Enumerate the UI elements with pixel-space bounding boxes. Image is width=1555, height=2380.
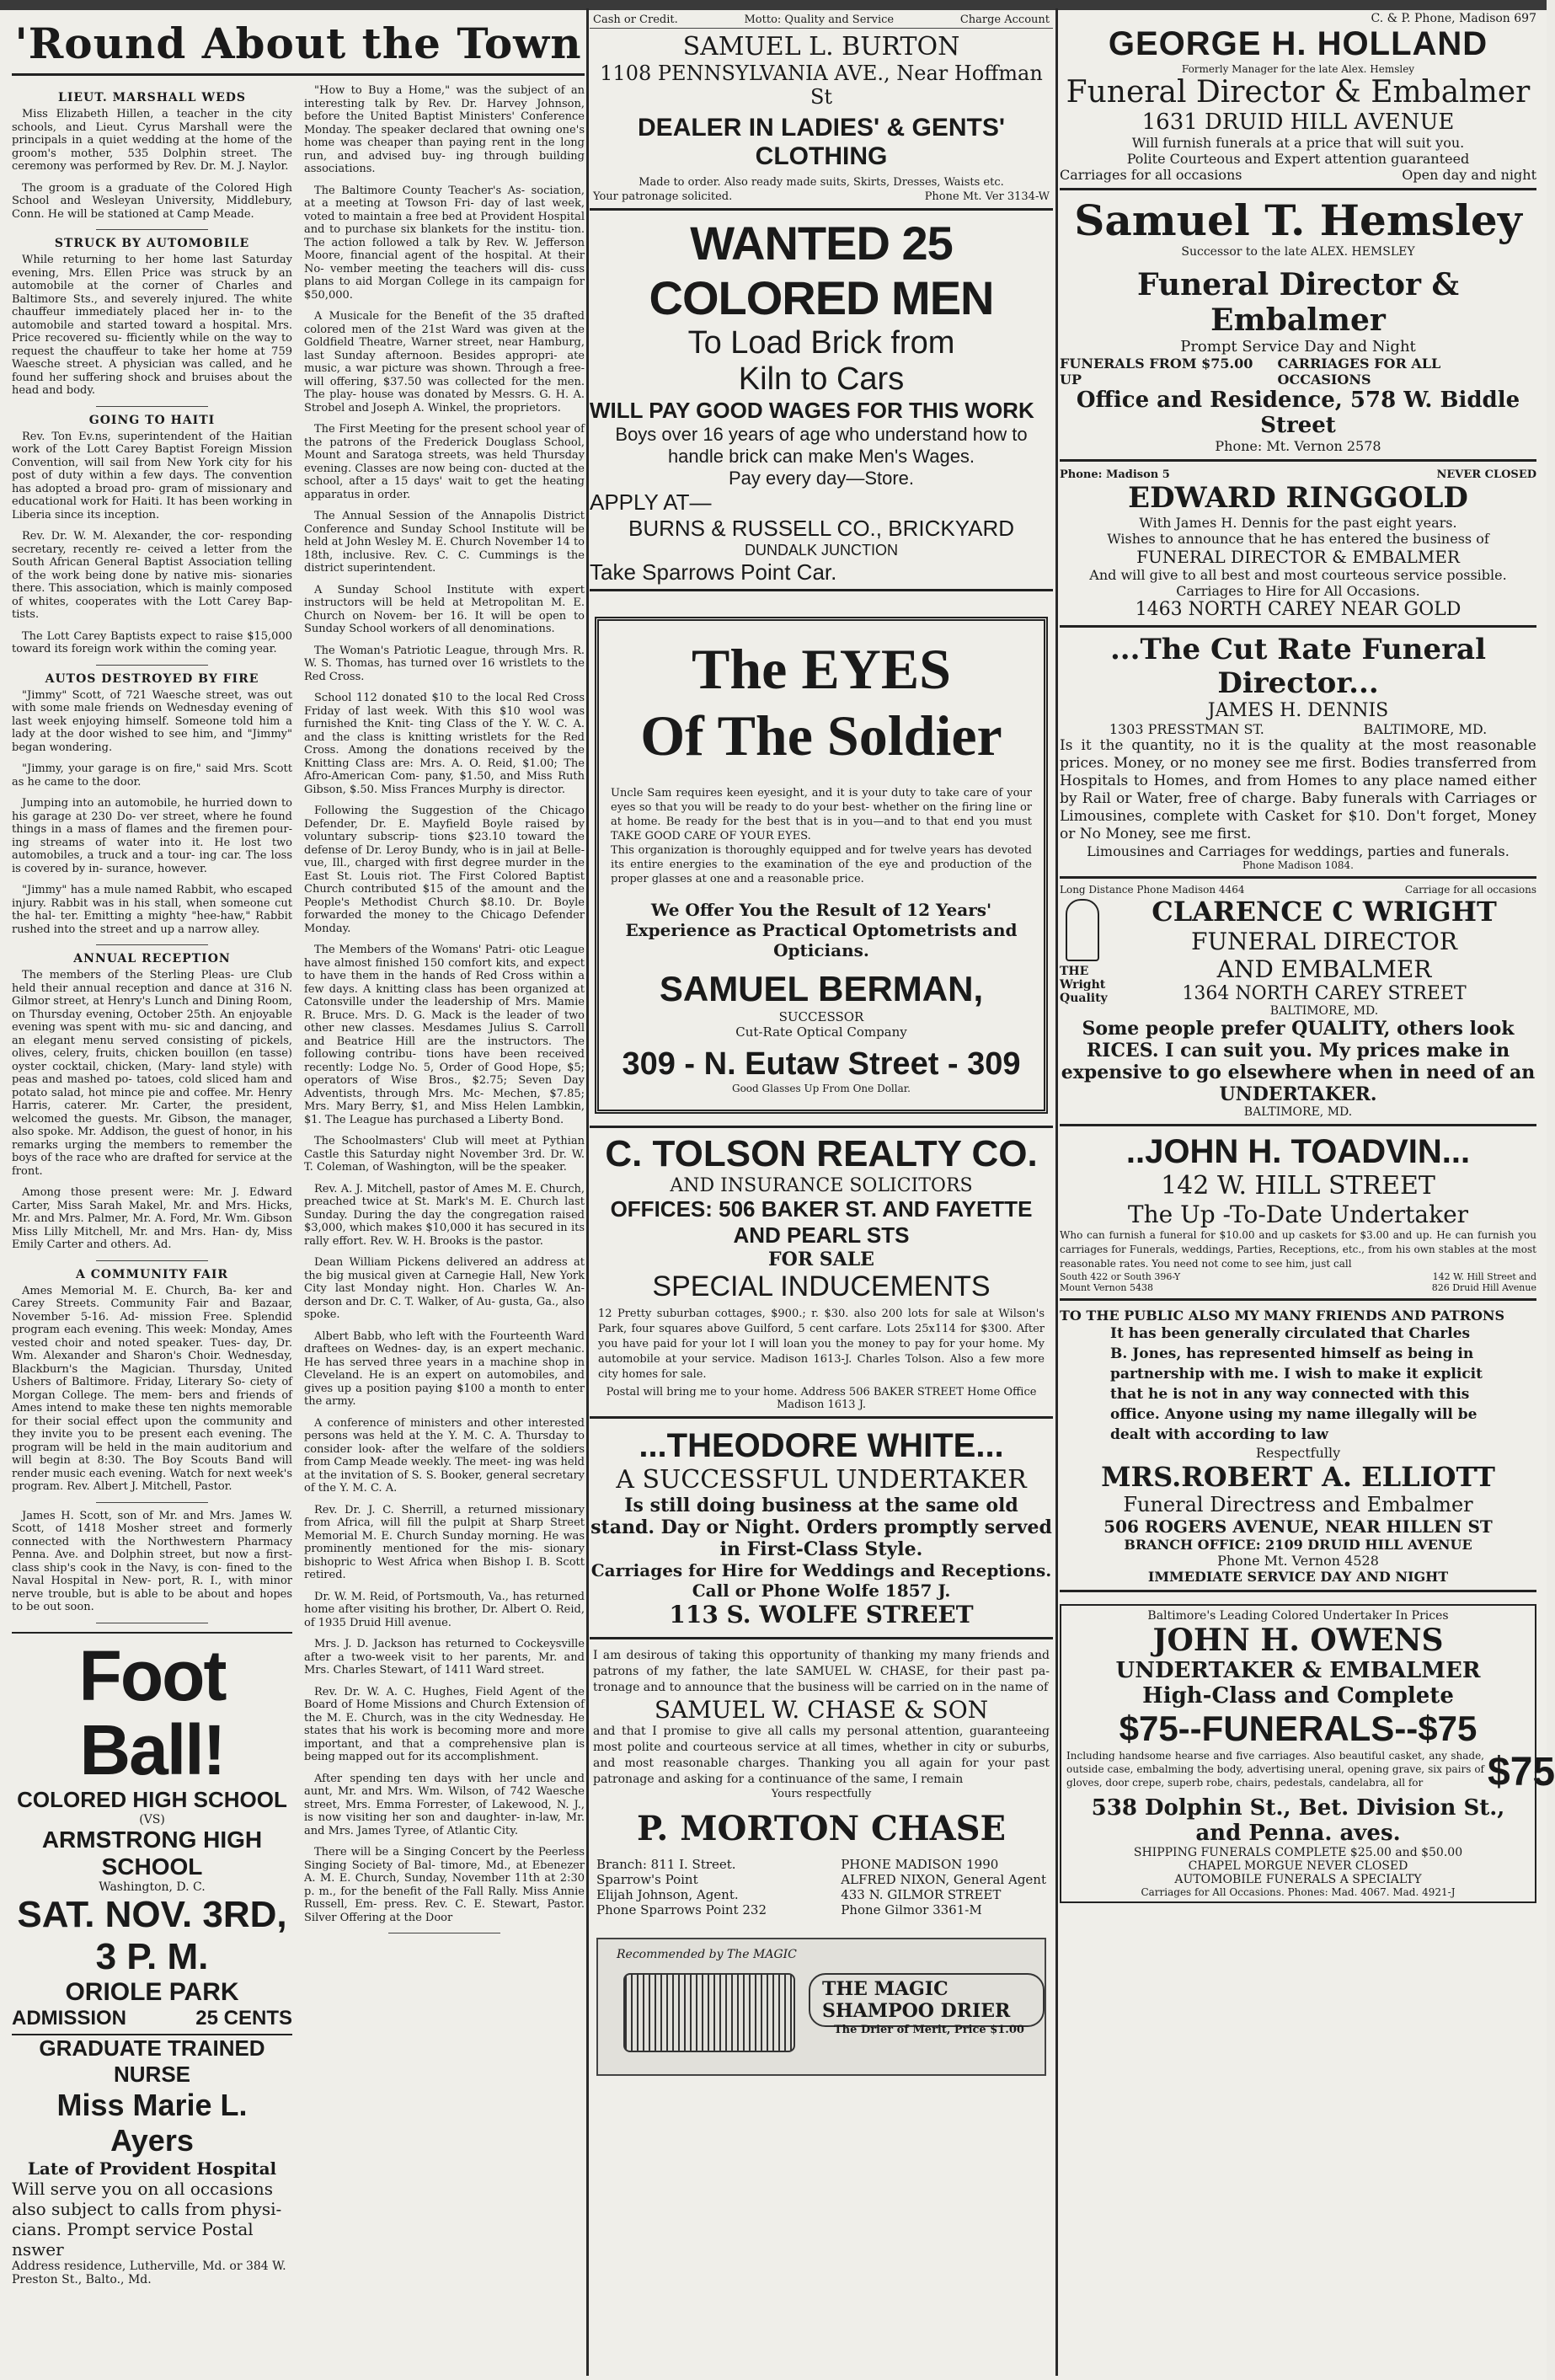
hemsley-office: Office and Residence, 578 W. Biddle Street xyxy=(1076,388,1520,438)
dennis-ad xyxy=(1060,633,1536,879)
elliott-phone: Phone Mt. Vernon 4528 xyxy=(1217,1553,1379,1569)
article-paragraph: The Baltimore County Teacher's As- sociation, at a meeting at Towson Fri- day of last week, voted to maintain a free bed at Provident Hospital and to purchase six blankets for the institu- tion. The action followed a talk by Rev. W. Jefferson Moore, financial agent of the hospital. At their No- vember meeting the teachers will dis- cuss plans to aid Morgan College in its campaign for $50,000. xyxy=(304,184,585,302)
article-paragraph: Rev. A. J. Mitchell, pastor of Ames M. E. Church, preached twice at St. Mark's M. E. Church last Sunday. During the day the congregation raised $3,000, which makes $10,000 it has secured in its rally effort. Rev. W. H. Brooks is the pastor. xyxy=(304,1182,585,1248)
realty-special: SPECIAL INDUCEMENTS xyxy=(652,1270,991,1302)
owens-class: High-Class and Complete xyxy=(1142,1683,1454,1709)
chase-sw-name: SAMUEL W. CHASE & SON xyxy=(654,1696,989,1724)
chase-branch: Sparrow's Point xyxy=(596,1872,698,1887)
ringgold-text: And will give to all best and most courteous service possible. xyxy=(1089,567,1507,583)
wright-logo-text: Wright xyxy=(1060,978,1106,992)
elliott-branch: BRANCH OFFICE: 2109 DRUID HILL AVENUE xyxy=(1124,1537,1472,1553)
ringgold-address: 1463 NORTH CAREY NEAR GOLD xyxy=(1060,599,1536,628)
chase-branch: Elijah Johnson, Agent. xyxy=(596,1887,739,1902)
news-article xyxy=(12,414,292,666)
article-heading: ANNUAL RECEPTION xyxy=(73,952,231,965)
wanted-headline: WANTED 25 COLORED MEN xyxy=(649,217,994,324)
news-article xyxy=(12,237,292,407)
burton-phone: Phone Mt. Ver 3134-W xyxy=(924,190,1050,203)
news-article xyxy=(12,1268,292,1503)
owens-chapel: CHAPEL MORGUE NEVER CLOSED xyxy=(1188,1859,1408,1873)
white-name: ...THEODORE WHITE... xyxy=(639,1427,1004,1464)
toadvin-address: 142 W. HILL STREET xyxy=(1161,1171,1435,1201)
chase-branch: Phone Sparrows Point 232 xyxy=(596,1902,767,1917)
comb-icon xyxy=(623,1973,795,2052)
article-paragraph: James H. Scott, son of Mr. and Mrs. James W. Scott, of 1418 Mosher street and formerly connected with the Northwestern Pharmacy Penna. Ave. and Dolphin street, but now a first- class ship's cook in the Navy, is con- fined to the Naval Hospital in New- port, R. I., with minor nerve trouble, but is able to be about and hopes to be out soon. xyxy=(12,1509,292,1613)
ringgold-phone: Phone: Madison 5 xyxy=(1060,468,1170,481)
wanted-line: DUNDALK JUNCTION xyxy=(744,542,898,559)
holland-address: 1631 DRUID HILL AVENUE xyxy=(1141,110,1455,135)
article-paragraph: Rev. Dr. W. A. C. Hughes, Field Agent of the Board of Home Missions and Church Extension of the M. E. Church, was in the city Wednesday. He states that his work is becoming more and more important, and that a comprehensive plan is being mapped out for its accomplishment. xyxy=(304,1685,585,1763)
white-phone: Call or Phone Wolfe 1857 J. xyxy=(692,1580,951,1601)
toadvin-ad xyxy=(1060,1133,1536,1301)
elliott-head: TO THE PUBLIC ALSO MY MANY FRIENDS AND PATRONS xyxy=(1060,1308,1505,1324)
article-paragraph: "Jimmy" Scott, of 721 Waesche street, was out with some male friends on Wednesday evening of last week enjoying himself. Someone told him a lady at the door wished to see him, and "Jimmy" began wondering. xyxy=(12,688,292,754)
wright-logo-text: Quality xyxy=(1060,992,1108,1005)
optical-ad xyxy=(595,617,1048,1114)
article-paragraph: There will be a Singing Concert by the Peerless Singing Society of Bal- timore, Md., at Ebenezer A. M. E. Church, Sunday, November 11th at 2:30 p. m., for the benefit of the Fall Rally. Miss Annie Russell, Em- press. Rev. C. E. Stewart, Pastor. Silver Offering at the Door xyxy=(304,1846,585,1924)
holland-text: Polite Courteous and Expert attention guaranteed xyxy=(1126,151,1470,167)
wright-city: BALTIMORE, MD. xyxy=(1060,1105,1536,1126)
owens-role: UNDERTAKER & EMBALMER xyxy=(1115,1658,1481,1683)
owens-phones: Carriages for All Occasions. Phones: Mad. 4067. Mad. 4921-J xyxy=(1141,1886,1456,1898)
wright-address: 1364 NORTH CAREY STREET xyxy=(1182,983,1467,1004)
wright-ad xyxy=(1060,884,1536,1126)
realty-body: 12 Pretty suburban cottages, $900.; r. $30. also 200 lots for sale at Wilson's Park, four squares above Guilford, 5 cent carfare. Lots 25x114 for $300. After you have paid for your lot I will loan you the money to pay for your home. My automobile at your service. Madison 1613-J. Charles Tolson. Also a few more city homes for sale. xyxy=(598,1308,1045,1381)
optical-title: Of The Soldier xyxy=(640,703,1002,767)
optical-name: SAMUEL BERMAN, xyxy=(659,969,984,1008)
article-paragraph: The groom is a graduate of the Colored High School and Wesleyan University, Middlebury, Conn. He will be stationed at Camp Meade. xyxy=(12,181,292,221)
dennis-phone: Phone Madison 1084. xyxy=(1060,859,1536,879)
chase-main: 433 N. GILMOR STREET xyxy=(841,1887,1002,1902)
nurse-address: Address residence, Lutherville, Md. or 384 W. Preston St., Balto., Md. xyxy=(12,2259,286,2286)
dennis-limousines: Limousines and Carriages for weddings, parties and funerals. xyxy=(1087,843,1510,859)
wright-logo-text: THE xyxy=(1060,965,1089,978)
realty-forsale: FOR SALE xyxy=(768,1249,874,1270)
owens-body: Including handsome hearse and five carriages. Also beautiful casket, any shade, outside case, embalming the body, advertising uneral, opening grave, six pairs of gloves, door crepe, superb robe, chairs, pedestals, candelabra, all for xyxy=(1066,1750,1484,1789)
article-paragraph: Rev. Dr. W. M. Alexander, the cor- responding secretary, recently re- ceived a letter from the South African General Baptist Association telling of the work being done by native mis- sionaries there. This association, which is mainly composed of whites, cooperates with the Lott Carey Bap- tists. xyxy=(12,530,292,621)
article-separator xyxy=(96,1502,208,1503)
section-title: 'Round About the Town xyxy=(12,12,585,76)
football-park: ORIOLE PARK xyxy=(65,1977,239,2006)
news-article xyxy=(12,1510,292,1623)
optical-address: 309 - N. Eutaw Street - 309 xyxy=(622,1046,1021,1082)
football-team: ARMSTRONG HIGH SCHOOL xyxy=(41,1826,263,1880)
burton-motto: Motto: Quality and Service xyxy=(744,13,895,26)
article-paragraph: Dean William Pickens delivered an address at the big musical given at Carnegie Hall, New York City last Monday night. Hon. Charles W. An- derson and Dr. C. T. Walker, of Au- gusta, Ga., also spoke. xyxy=(304,1256,585,1321)
news-subcolumn-right xyxy=(304,84,585,2286)
article-paragraph: Miss Elizabeth Hillen, a teacher in the city schools, and Lieut. Cyrus Marshall were the principals in a quiet wedding at the home of the groom's mother, 535 Dolphin street. The ceremony was performed by Rev. Dr. M. J. Naylor. xyxy=(12,108,292,173)
chase-pm-name: P. MORTON CHASE xyxy=(636,1809,1007,1848)
toadvin-name: ..JOHN H. TOADVIN... xyxy=(1125,1133,1471,1170)
holland-open: Open day and night xyxy=(1402,167,1536,183)
chase-text: I am desirous of taking this opportunity of thanking my many friends and patrons of my father, the late SAMUEL W. CHASE, for their past pa- tronage and to announce that the business will be carried on in the name of xyxy=(593,1649,1050,1694)
article-paragraph: The Members of the Womans' Patri- otic League have almost finished 150 comfort kits, and expect to have them in the hands of Red Cross within a few days. A knitting class has been organized at Catonsville under the leadership of Mrs. Mamie R. Bruce. Mrs. D. G. Mack is the leader of two other new classes. Mesdames Julius S. Carroll and Beatrice Hill are the instructors. The following contribu- tions have been received recently: Lodge No. 5, Order of Good Hope, $5; operators of Wise Bros., $2.75; Seven Day Adventists, through Mrs. Mc- Mechen, $7.85; Mrs. Mary Berry, $1, and Miss Helen Lambkin, $1. The League has purchased a Liberty Bond. xyxy=(304,944,585,1126)
article-separator xyxy=(96,665,208,666)
masthead-strip xyxy=(0,0,1547,10)
chase-main: ALFRED NIXON, General Agent xyxy=(841,1872,1046,1887)
burton-name: SAMUEL L. BURTON xyxy=(682,32,960,62)
article-paragraph: The Lott Carey Baptists expect to raise $15,000 toward its foreign work within the coming year. xyxy=(12,629,292,655)
dennis-name: JAMES H. DENNIS xyxy=(1207,700,1389,721)
toadvin-tag: The Up -To-Date Undertaker xyxy=(1127,1201,1469,1228)
article-paragraph: Among those present were: Mr. J. Edward Carter, Miss Sarah Makel, Mr. and Mrs. Hicks, Mr. and Mrs. Palmer, Mr. A. Ford, Mr. Wm. Gibson Miss Lilly Mitchell, Mr. and Mrs. Han- dy, Miss Emily Carter and others. Ad. xyxy=(12,1186,292,1251)
article-paragraph: A Sunday School Institute with expert instructors will be held at Metropolitan M. E. Church on Novem- ber 16. It will be open to Sunday School workers of all denominations. xyxy=(304,583,585,635)
magic-price: The Drier of Merit, Price $1.00 xyxy=(834,2024,1024,2036)
optical-successor: SUCCESSOR xyxy=(778,1009,864,1024)
wanted-line: Pay every day—Store. xyxy=(728,468,915,489)
toadvin-location: 826 Druid Hill Avenue xyxy=(1431,1282,1536,1293)
realty-ad xyxy=(590,1126,1053,1419)
article-paragraph: The members of the Sterling Pleas- ure Club held their annual reception and dance at 316 N. Gilmor street, at Henry's Lunch and Dining Room, on Thursday evening, October 25th. An enjoyable evening was spent with mu- sic and dancing, and an elegant menu served consisting of pickels, olives, celery, fruits, chicken bouillon (en tasse) oyster cocktail, chicken, (Mary- land style) with peas and mashed po- tatoes, cold sliced ham and potato salad, hot mince pie and coffee. Mr. Henry Harris, caterer. Mr. Carter, the president, welcomed the guests. Mr. Gibson, the manager, also spoke. Mr. Addison, the guest of honor, in his remarks urging the members to remember the boys of the race who are drafted for service at the front. xyxy=(12,969,292,1178)
news-subcolumn-left xyxy=(12,84,292,2286)
article-heading: STRUCK BY AUTOMOBILE xyxy=(54,237,250,250)
article-paragraph: Albert Babb, who left with the Fourteenth Ward draftees on Wednes- day, is an expert mechanic. He has served three years in a machine shop in Cleveland. He is an expert on automobiles, and gives up a position paying $100 a month to enter the army. xyxy=(304,1329,585,1408)
optical-offer: We Offer You the Result of 12 Years' Experience as Practical Optometrists and Opticians. xyxy=(625,900,1018,960)
optical-text: This organization is thoroughly equipped and for twelve years has devoted its entire energies to the examination of the eye and production of the proper glasses at one and a reasonable price. xyxy=(611,844,1032,885)
elliott-role: Funeral Directress and Embalmer xyxy=(1123,1493,1473,1516)
white-ad xyxy=(590,1419,1053,1639)
elliott-ad xyxy=(1060,1308,1536,1592)
news-article xyxy=(12,952,292,1261)
football-date: SAT. NOV. 3RD, 3 P. M. xyxy=(17,1893,287,1977)
article-paragraph: School 112 donated $10 to the local Red Cross Friday of last week. With this $10 wool was furnished the Knit- ting Class of the Y. W. C. A. and the class is knitting wristlets for the Red Cross. Among the donations received by the Knitting Class are: Mrs. A. O. Reid, $1.00; The Afro-American Com- pany, $1.50, and Miss Ruth Gibson, $.50. Miss Frances Murphy is director. xyxy=(304,692,585,796)
nurse-service: Will serve you on all occasions also subject to calls from physi- cians. Prompt service Postal nswer xyxy=(12,2178,282,2260)
burton-made: Made to order. Also ready made suits, Skirts, Dresses, Waists etc. xyxy=(639,176,1004,189)
toadvin-phone: South 422 or South 396-Y xyxy=(1060,1271,1181,1282)
shampoo-drier-ad xyxy=(596,1938,1046,2076)
ads-column-center xyxy=(590,12,1053,2371)
article-separator xyxy=(96,1260,208,1261)
dennis-city: BALTIMORE, MD. xyxy=(1363,721,1488,737)
wanted-line: Boys over 16 years of age who understand how to xyxy=(615,424,1028,445)
holland-phone: C. & P. Phone, Madison 697 xyxy=(1371,12,1536,25)
ringgold-text: Wishes to announce that he has entered the business of xyxy=(1107,531,1489,547)
wanted-line: WILL PAY GOOD WAGES FOR THIS WORK xyxy=(590,398,1034,423)
dennis-street: 1303 PRESSTMAN ST. xyxy=(1109,721,1264,737)
elliott-name: MRS.ROBERT A. ELLIOTT xyxy=(1101,1461,1495,1493)
hemsley-name: Samuel T. Hemsley xyxy=(1074,195,1522,245)
toadvin-body: Who can furnish a funeral for $10.00 and up caskets for $3.00 and up. He can furnish you carriages for Funerals, weddings, Parties, Receptions, etc., from his own stables at the most reasonable rates. You need not come to see him, just call xyxy=(1060,1229,1536,1270)
holland-name: GEORGE H. HOLLAND xyxy=(1108,25,1488,62)
holland-fd: Funeral Director & Embalmer xyxy=(1066,75,1531,110)
owens-auto: AUTOMOBILE FUNERALS A SPECIALTY xyxy=(1174,1873,1422,1886)
news-article xyxy=(304,84,585,1933)
article-paragraph: Jumping into an automobile, he hurried down to his garage at 230 Do- ver street, where he found things in a mass of flames and the firemen pour- ing streams of water into it. He lost two automobiles, a truck and a tour- ing car. The loss is covered by in- surance, however. xyxy=(12,797,292,875)
ringgold-text: Carriages to Hire for All Occasions. xyxy=(1176,583,1420,599)
white-text: Is still doing business at the same old stand. Day or Night. Orders promptly served in First-Class Style. xyxy=(590,1495,1052,1560)
white-address: 113 S. WOLFE STREET xyxy=(669,1601,974,1629)
wright-logo xyxy=(1060,896,1108,1018)
ringgold-text: FUNERAL DIRECTOR & EMBALMER xyxy=(1136,547,1460,567)
elliott-respectfully: Respectfully xyxy=(1255,1445,1341,1461)
chase-yours: Yours respectfully xyxy=(771,1788,872,1800)
news-article xyxy=(12,91,292,230)
ringgold-name: EDWARD RINGGOLD xyxy=(1128,481,1468,515)
toadvin-location: 142 W. Hill Street and xyxy=(1432,1271,1536,1282)
football-vs: (VS) xyxy=(139,1812,165,1826)
column-rule xyxy=(1055,8,1058,2376)
article-paragraph: A Musicale for the Benefit of the 35 drafted colored men of the 21st Ward was given at the Goldfield Theatre, Warner street, near Hamburg, last Sunday afternoon. Besides appropri- ate music, a war picture was shown. Through a free-will offering, $37.50 was collected for the men. The play- house was donated by Messrs. G. H. A. Strobel and Joseph A. Winkel, the proprietors. xyxy=(304,310,585,414)
hemsley-fd: Funeral Director & Embalmer xyxy=(1136,267,1459,338)
wright-role: FUNERAL DIRECTOR xyxy=(1191,928,1457,955)
ringgold-text: With James H. Dennis for the past eight years. xyxy=(1139,515,1457,531)
hemsley-service: Prompt Service Day and Night xyxy=(1180,338,1416,356)
wanted-line: Kiln to Cars xyxy=(738,361,905,397)
article-paragraph: The Schoolmasters' Club will meet at Pythian Castle this Saturday night November 3rd. Dr. W. T. Coleman, of Washington, will be the speaker. xyxy=(304,1135,585,1174)
holland-carriages: Carriages for all occasions xyxy=(1060,167,1242,183)
white-sub: A SUCCESSFUL UNDERTAKER xyxy=(616,1465,1027,1495)
owens-address: 538 Dolphin St., Bet. Division St., and Penna. aves. xyxy=(1091,1795,1505,1846)
article-paragraph: "Jimmy, your garage is on fire," said Mrs. Scott as he came to the door. xyxy=(12,762,292,789)
article-paragraph: After spending ten days with her uncle and aunt, Mr. and Mrs. Wm. Wilson, of 742 Waesche street, Mrs. Emma Forrester, of Lakewood, N. J., is now visiting her son and daughter- in-law, Mr. and Mrs. James Tyree, of Atlantic City. xyxy=(304,1772,585,1837)
optical-title: The EYES xyxy=(692,637,951,701)
football-ad xyxy=(12,1632,292,2286)
owens-name: JOHN H. OWENS xyxy=(1152,1623,1444,1658)
chase-main: PHONE MADISON 1990 xyxy=(841,1857,999,1872)
realty-sub: AND INSURANCE SOLICITORS xyxy=(670,1175,973,1196)
ringgold-closed: NEVER CLOSED xyxy=(1436,468,1536,481)
lamp-icon xyxy=(1066,899,1099,961)
nurse-title: GRADUATE TRAINED NURSE xyxy=(39,2035,265,2087)
elliott-address: 506 ROGERS AVENUE, NEAR HILLEN ST xyxy=(1103,1516,1493,1537)
chase-ad xyxy=(590,1639,1053,1926)
news-article xyxy=(12,672,292,946)
elliott-body: It has been generally circulated that Charles B. Jones, has represented himself as being in partnership with me. I wish to make it explicit that he is not in any way connected with this office. Anyone using my name illegally will be dealt with according to law xyxy=(1110,1325,1483,1443)
nurse-name: Miss Marie L. Ayers xyxy=(56,2087,248,2158)
elliott-service: IMMEDIATE SERVICE DAY AND NIGHT xyxy=(1060,1569,1536,1592)
article-heading: A COMMUNITY FAIR xyxy=(75,1267,229,1281)
wanted-line: BURNS & RUSSELL CO., BRICKYARD xyxy=(628,516,1014,541)
wright-role: AND EMBALMER xyxy=(1216,955,1432,983)
owens-shipping: SHIPPING FUNERALS COMPLETE $25.00 and $50.00 xyxy=(1133,1846,1463,1859)
holland-ad xyxy=(1060,12,1536,190)
wanted-line: APPLY AT— xyxy=(590,489,712,515)
optical-company: Cut-Rate Optical Company xyxy=(735,1024,907,1040)
dennis-title: ...The Cut Rate Funeral Director... xyxy=(1109,633,1487,700)
realty-name: C. TOLSON REALTY CO. xyxy=(605,1133,1038,1174)
wright-phone: Long Distance Phone Madison 4464 xyxy=(1060,884,1245,896)
article-paragraph: The Annual Session of the Annapolis District Conference and Sunday School Institute will be held at John Wesley M. E. Church November 14 to 18th, inclusive. Rev. C. C. Cummings is the district superintendent. xyxy=(304,510,585,575)
owens-big-price: $75 xyxy=(1488,1750,1555,1794)
wright-carriage: Carriage for all occasions xyxy=(1404,884,1536,896)
article-separator xyxy=(96,229,208,230)
article-paragraph: Rev. Dr. J. C. Sherrill, a returned missionary from Africa, will fill the pulpit at Sharp Street Memorial M. E. Church Sunday morning. He was prominently mentioned for the mis- sionary bishopric to West Africa when Bishop I. B. Scott retired. xyxy=(304,1503,585,1581)
optical-glasses: Good Glasses Up From One Dollar. xyxy=(732,1083,911,1094)
article-separator xyxy=(96,406,208,407)
hemsley-carriages: CARRIAGES FOR ALL OCCASIONS xyxy=(1277,356,1441,388)
football-price: 25 CENTS xyxy=(195,2006,292,2030)
burton-top-right: Charge Account xyxy=(959,13,1050,26)
column-rule xyxy=(586,8,589,2376)
holland-sub: Formerly Manager for the late Alex. Hemsley xyxy=(1181,63,1415,75)
burton-dealer: DEALER IN LADIES' & GENTS' CLOTHING xyxy=(638,114,1005,170)
football-city: Washington, D. C. xyxy=(99,1880,206,1894)
chase-text: and that I promise to give all calls my personal attention, guaranteeing most polite and courteous service at all times, whether in city or suburbs, and most reasonable charges. Thanking you all again for your past patronage and asking for a continuance of the same, I remain xyxy=(593,1725,1050,1786)
burton-top-left: Cash or Credit. xyxy=(593,13,678,26)
wanted-line: To Load Brick from xyxy=(687,325,955,361)
article-heading: GOING TO HAITI xyxy=(88,413,216,427)
holland-text: Will furnish funerals at a price that will suit you. xyxy=(1131,135,1465,151)
chase-branch: Branch: 811 I. Street. xyxy=(596,1857,736,1872)
article-separator xyxy=(96,944,208,945)
owens-price: $75--FUNERALS--$75 xyxy=(1119,1709,1478,1748)
football-title: Foot Ball! xyxy=(78,1635,226,1789)
realty-offices: OFFICES: 506 BAKER ST. AND FAYETTE AND PEARL STS xyxy=(610,1196,1033,1248)
owens-ad xyxy=(1060,1604,1555,1903)
burton-address: 1108 PENNSYLVANIA AVE., Near Hoffman St xyxy=(600,62,1043,109)
magic-caption: Recommended by The MAGIC xyxy=(617,1948,797,1961)
article-paragraph: The Woman's Patriotic League, through Mrs. R. W. S. Thomas, has turned over 16 wristlets to the Red Cross. xyxy=(304,644,585,683)
wright-city: BALTIMORE, MD. xyxy=(1269,1004,1379,1018)
article-heading: AUTOS DESTROYED BY FIRE xyxy=(45,671,259,686)
magic-title: THE MAGIC SHAMPOO DRIER xyxy=(809,1973,1045,2027)
burton-ad xyxy=(590,12,1053,211)
dennis-body: Is it the quantity, no it is the quality at the most reasonable prices. Money, or no money see me first. Bodies transferred from Hospitals to Homes, and from Homes to any place named either by Rail or Water, free of charge. Baby funerals with Carriages or Limousines, complete with Casket for $10. Don't forget, Money or No Money, see me first. xyxy=(1060,737,1536,842)
article-paragraph: The First Meeting for the present school year of the patrons of the Frederick Douglass School, Mount and Saratoga streets, was held Thursday evening. Classes are now being con- ducted at the school, after a 15 days' wait to get the heating apparatus in order. xyxy=(304,423,585,501)
article-paragraph: While returning to her home last Saturday evening, Mrs. Ellen Price was struck by an automobile at the corner of Charles and Baltimore Sts., and severely injured. The white chauffeur immediately placed her in- to the automobile and started toward a hospital. Mrs. Price recovered su- fficiently while on the way to request the chauffeur to take her home at 759 Waesche street. A physician was called, and he found her suffering shock and bruises about the head and body. xyxy=(12,254,292,397)
chase-main: Phone Gilmor 3361-M xyxy=(841,1902,982,1917)
wanted-line: Take Sparrows Point Car. xyxy=(590,559,1053,591)
nurse-late: Late of Provident Hospital xyxy=(27,2158,277,2179)
article-paragraph: A conference of ministers and other interested persons was held at the Y. M. C. A. Thursday to consider look- after the welfare of the soldiers from Camp Meade weekly. The meet- ing was held at the invitation of S. S. Booker, general secretary of the Y. M. C. A. xyxy=(304,1416,585,1495)
wanted-ad xyxy=(590,216,1053,591)
football-team: COLORED HIGH SCHOOL xyxy=(17,1786,287,1812)
toadvin-phone: Mount Vernon 5438 xyxy=(1060,1282,1153,1293)
news-column xyxy=(12,12,585,2371)
ads-column-right xyxy=(1060,12,1555,2371)
ringgold-ad xyxy=(1060,468,1536,628)
article-heading: LIEUT. MARSHALL WEDS xyxy=(57,91,247,104)
owens-tag: Baltimore's Leading Colored Undertaker In Prices xyxy=(1147,1609,1449,1623)
realty-postal: Postal will bring me to your home. Address 506 BAKER STREET Home Office Madison 1613 J. xyxy=(606,1386,1037,1411)
hemsley-funerals: FUNERALS FROM $75.00 UP xyxy=(1060,356,1253,388)
article-paragraph: Mrs. J. D. Jackson has returned to Cockeysville after a two-week visit to her parents, Mr. and Mrs. Charles Stewart, of 1411 Ward street. xyxy=(304,1638,585,1677)
burton-patronage: Your patronage solicited. xyxy=(593,190,733,203)
article-paragraph: Ames Memorial M. E. Church, Ba- ker and Carey Streets. Community Fair and Bazaar, November 5-16. Ad- mission Free. Splendid program each evening. This week: Monday, Ames vested choir and noted speaker. Tues- day, Dr. Wm. Alexander and Sharon's Choir. Wednesday, Blackburn's the Magician. Thursday, United Ushers of Baltimore. Friday, Literary So- ciety of Morgan College. The mem- bers and friends of Ames intend to make these ten nights memorable for their social effect upon the community and they invite you to be present each evening. The program will be held in the main auditorium and will begin at 8:30. The Boy Scouts Band will render music each evening. Watch for next week's program. Rev. Albert J. Mitchell, Pastor. xyxy=(12,1284,292,1493)
article-paragraph: Rev. Ton Ev.ns, superintendent of the Haitian work of the Lott Carey Baptist Foreign Mission Convention, will sail from New York city for his post of duty within a few days. The convention has adopted a broad pro- gram of missionary and educational work for Haiti. It has been working in Liberia since its inception. xyxy=(12,430,292,521)
white-text: Carriages for Hire for Weddings and Receptions. xyxy=(590,1560,1052,1580)
wright-body: Some people prefer QUALITY, others look RICES. I can suit you. My prices make in expensive to go elsewhere when in need of an UNDERTAKER. xyxy=(1061,1018,1536,1105)
article-paragraph: "Jimmy" has a mule named Rabbit, who escaped injury. Rabbit was in his stall, when someone cut the hal- ter. Emitting a mighty "hee-haw," Rabbit rushed into the street and up a narrow alley. xyxy=(12,884,292,936)
wanted-line: handle brick can make Men's Wages. xyxy=(667,446,975,467)
hemsley-phone: Phone: Mt. Vernon 2578 xyxy=(1060,438,1536,462)
hemsley-ad xyxy=(1060,195,1536,462)
article-paragraph: Dr. W. M. Reid, of Portsmouth, Va., has returned home after visiting his brother, Dr. Albert O. Reid, of 1935 Druid Hill avenue. xyxy=(304,1590,585,1629)
article-paragraph: Following the Suggestion of the Chicago Defender, Dr. E. Mayfield Boyle raised by voluntary subscrip- tions $23.10 toward the defense of Dr. Leroy Bundy, who is in jail at Belle- vue, Ill., charged with first degree murder in the East St. Louis riot. The First Colored Baptist Church contributed $15 of the amount and the People's Methodist Church $8.10. Dr. Boyle forwarded the money to the Chicago Defender Monday. xyxy=(304,805,585,935)
wright-name: CLARENCE C WRIGHT xyxy=(1152,896,1497,928)
football-admission: ADMISSION xyxy=(12,2006,127,2030)
optical-text: Uncle Sam requires keen eyesight, and it is your duty to take care of your eyes so that you will be ready to do your best- whether on the firing line or at home. Be ready for the best that is in you—and to that end you must TAKE GOOD CARE OF YOUR EYES. xyxy=(611,787,1032,842)
hemsley-sub: Successor to the late ALEX. HEMSLEY xyxy=(1181,245,1415,259)
article-paragraph: "How to Buy a Home," was the subject of an interesting talk by Rev. Dr. Harvey Johnson, before the United Baptist Ministers' Conference Monday. The speaker declared that owning one's home was cheaper than paying rent in the long run, and advised buy- ing through building associations. xyxy=(304,84,585,175)
